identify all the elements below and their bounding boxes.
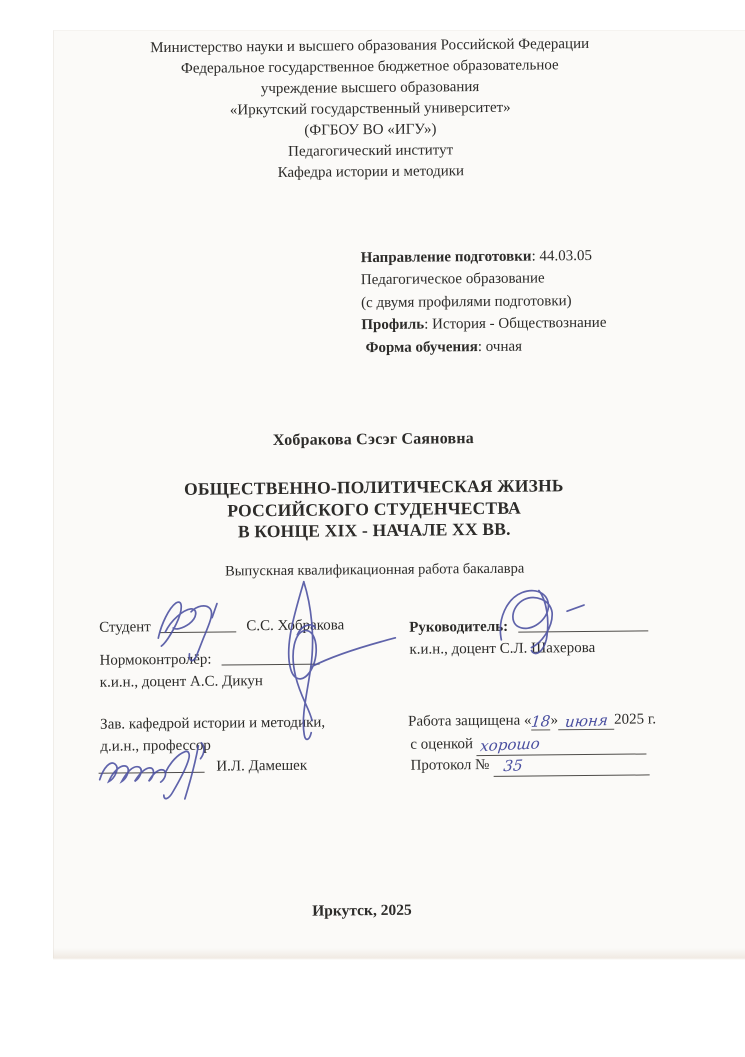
profile-line: [361, 312, 606, 337]
city-year: Иркутск, 2025: [312, 901, 412, 920]
supervisor-label: Руководитель:: [409, 618, 509, 636]
student-signature-row: [99, 617, 344, 636]
department-head-signature-row: [98, 758, 307, 777]
defense-year: 2025 г.: [614, 711, 657, 728]
grade-line: [477, 736, 647, 756]
program-profiles-line: (с двумя профилями подготовки): [361, 292, 572, 311]
student-label: Студент: [99, 619, 151, 636]
defense-date-closequote: »: [550, 712, 559, 729]
study-form-line: [361, 334, 606, 359]
protocol-row: [410, 755, 649, 777]
institute-name: Педагогический институт: [288, 142, 454, 160]
normocontrol-signature-line: [221, 651, 319, 666]
author-name: Хобракова Сэсэг Саяновна: [272, 430, 475, 450]
profile-label: Профиль: [361, 316, 425, 334]
department-head-signature-line: [98, 759, 204, 774]
defense-date-row: [408, 711, 656, 731]
direction-label: Направление подготовки: [360, 248, 532, 267]
department-head-title-1: Зав. кафедрой истории и методики,: [100, 714, 326, 733]
supervisor-name: к.и.н., доцент С.Л. Шахерова: [409, 639, 596, 658]
defense-date-prefix: Работа защищена «: [408, 712, 532, 730]
normocontrol-label: Нормоконтролёр:: [99, 651, 212, 669]
grade-label: с оценкой: [410, 736, 474, 753]
program-name-line: Педагогическое образование: [360, 270, 545, 289]
institution-line-2: учреждение высшего образования: [260, 79, 480, 98]
program-info: [361, 245, 607, 359]
thesis-type: Выпускная квалификационная работа бакалавра: [224, 560, 525, 580]
supervisor-signature-row: [409, 617, 648, 636]
protocol-number-handwritten: 35: [502, 756, 524, 776]
thesis-title-line-3: В КОНЦЕ XIX - НАЧАЛЕ XX ВВ.: [237, 518, 511, 542]
university-name: «Иркутский государственный университет»: [229, 99, 511, 119]
study-form-value: : очная: [477, 338, 523, 355]
institution-header: [54, 33, 687, 186]
department-name: Кафедра истории и методики: [277, 163, 465, 181]
ministry-line: Министерство науки и высшего образования Российской Федерации: [150, 35, 590, 57]
grade-row: [410, 734, 647, 756]
protocol-line: [493, 757, 649, 776]
student-name: С.С. Хобракова: [246, 617, 345, 635]
department-head-title-2: д.и.н., профессор: [100, 737, 211, 755]
department-head-name: И.Л. Дамешек: [216, 757, 308, 775]
direction-line: [361, 245, 606, 270]
grade-handwritten: хорошо: [479, 734, 542, 756]
defense-day-handwritten: 18: [530, 712, 552, 731]
defense-month-handwritten: июня: [558, 714, 614, 731]
thesis-title-line-2: РОССИЙСКОГО СТУДЕНЧЕСТВА: [227, 497, 522, 521]
student-signature-line: [160, 618, 236, 633]
profile-value: : История - Обществознание: [424, 315, 607, 333]
university-abbr: (ФГБОУ ВО «ИГУ»): [304, 121, 437, 139]
normocontrol-row: [99, 651, 319, 670]
study-form-label: Форма обучения: [365, 338, 478, 356]
direction-value: : 44.03.05: [531, 247, 593, 265]
thesis-title-line-1: ОБЩЕСТВЕННО-ПОЛИТИЧЕСКАЯ ЖИЗНЬ: [184, 475, 564, 499]
normocontrol-name: к.и.н., доцент А.С. Дикун: [99, 673, 264, 691]
supervisor-signature-line: [518, 617, 648, 632]
institution-line-1: Федеральное государственное бюджетное образовательное: [180, 57, 559, 77]
protocol-label: Протокол №: [410, 756, 490, 774]
thesis-title: [58, 474, 691, 545]
